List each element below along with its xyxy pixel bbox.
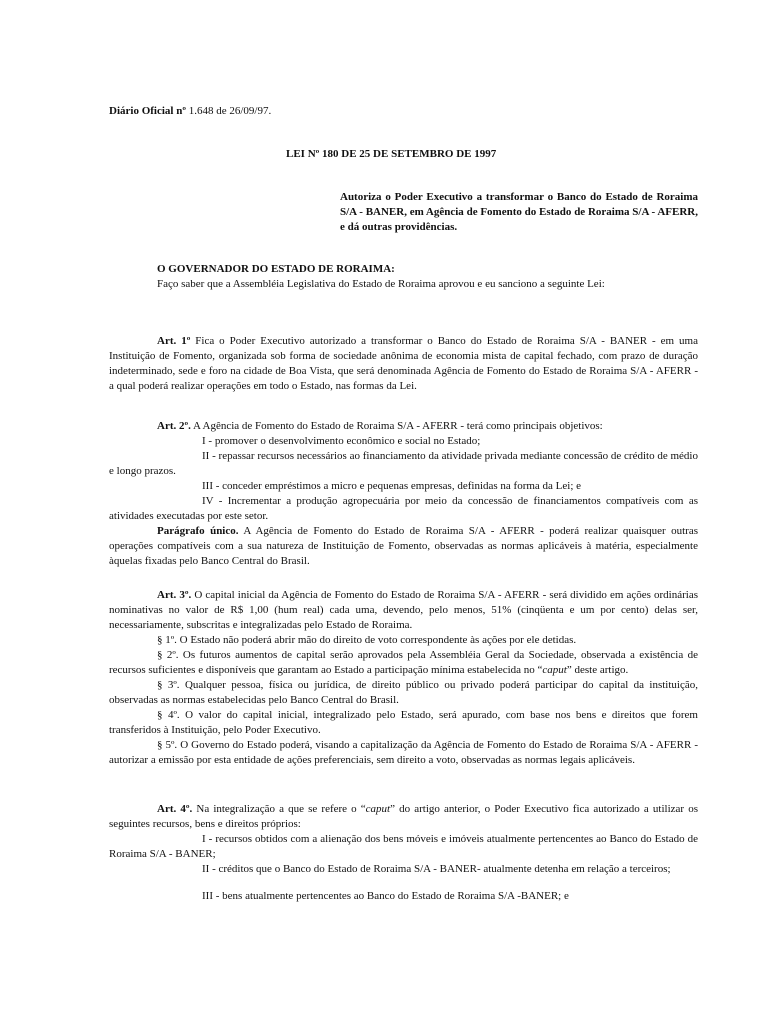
art2-item: IV - Incrementar a produção agropecuária por meio da concessão de financiamentos compatíveis com as atividades executadas por este setor.	[109, 495, 698, 522]
art2-label: Art. 2º.	[157, 420, 191, 432]
governor-heading: O GOVERNADOR DO ESTADO DE RORAIMA:	[157, 263, 395, 275]
law-title: LEI Nº 180 DE 25 DE SETEMBRO DE 1997	[286, 148, 497, 160]
art4-item: I - recursos obtidos com a alienação dos bens móveis e imóveis atualmente pertencentes ao Banco do Estado de Roraima S/A - BANER;	[109, 833, 698, 860]
art3-label: Art. 3º.	[157, 589, 192, 601]
article-4: Art. 4º. Na integralização a que se refere o “caput” do artigo anterior, o Poder Executivo fica autorizado a utilizar os seguintes recursos, bens e direitos próprios: I - recursos obtidos com a alienação dos bens móveis e imóveis atualmente pertencentes ao Banco do Estado de Roraima S/A - BANER; II - créditos que o Banco do Estado de Roraima S/A - BANER- atualmente detenha em relação a terceiros; III - bens atualmente pertencentes ao Banco do Estado de Roraima S/A -BANER; e	[109, 803, 698, 902]
art3-paragraph-5: § 5º. O Governo do Estado poderá, visando a capitalização da Agência de Fomento do Estado de Roraima S/A - AFERR - autorizar a emissão por esta entidade de ações preferenciais, sem direito a voto, observadas as normas legais aplicáveis.	[109, 739, 698, 766]
art3-paragraph-1: § 1º. O Estado não poderá abrir mão do direito de voto correspondente às ações por ele detidas.	[157, 634, 577, 646]
art1-label: Art. 1º	[157, 335, 191, 347]
article-2	[109, 419, 698, 569]
art1-text: Fica o Poder Executivo autorizado a transformar o Banco do Estado de Roraima S/A - BANER - em uma Instituição de Fomento, organizada sob forma de sociedade anônima de economia mista de capital fechado, com prazo de duração indeterminado, sede e foro na cidade de Boa Vista, que será denominada Agência de Fomento do Estado de Roraima S/A - AFERR - a qual poderá realizar operações em todo o Estado, nas formas da Lei.	[109, 335, 698, 392]
preamble-text: Faço saber que a Assembléia Legislativa do Estado de Roraima aprovou e eu sanciono a seguinte Lei:	[157, 278, 605, 290]
article-3	[109, 588, 698, 768]
art4-item: III - bens atualmente pertencentes ao Banco do Estado de Roraima S/A -BANER; e	[202, 890, 569, 902]
art3-paragraph-2: § 2º. Os futuros aumentos de capital serão aprovados pela Assembléia Geral da Sociedade, observada a existência de recursos suficientes e disponíveis que garantam ao Estado a participação mínima estabelecida no “caput” deste artigo.	[109, 649, 698, 676]
art2-item: III - conceder empréstimos a micro e pequenas empresas, definidas na forma da Lei; e	[202, 480, 582, 492]
art4-label: Art. 4º.	[157, 803, 193, 815]
art4-item: II - créditos que o Banco do Estado de Roraima S/A - BANER- atualmente detenha em relação a terceiros;	[202, 863, 671, 875]
ementa: Autoriza o Poder Executivo a transformar o Banco do Estado de Roraima S/A - BANER, em Agência de Fomento do Estado de Roraima S/A - AFERR, e dá outras providências.	[340, 191, 698, 233]
art3-text: O capital inicial da Agência de Fomento do Estado de Roraima S/A - AFERR - será dividido em ações ordinárias nominativas no valor de R$ 1,00 (hum real) cada uma, devendo, pelo menos, 51% (cinqüenta e um por cento) delas ser, necessariamente, subscritas e integralizadas pelo Estado de Roraima.	[109, 589, 699, 631]
preamble	[109, 262, 698, 292]
paragrafo-unico-label: Parágrafo único.	[157, 525, 239, 537]
diario-label: Diário Oficial nº	[109, 105, 186, 117]
art2-text: A Agência de Fomento do Estado de Roraima S/A - AFERR - terá como principais objetivos:	[190, 420, 603, 432]
diario-value: 1.648 de 26/09/97.	[185, 105, 272, 117]
paragrafo-unico-text: A Agência de Fomento do Estado de Roraima S/A - AFERR - poderá realizar quaisquer outras operações compatíveis com a sua natureza de Instituição de Fomento, observadas as normas aplicáveis à matéria, especialmente àquelas fixadas pelo Banco Central do Brasil.	[109, 525, 698, 567]
art2-item: II - repassar recursos necessários ao financiamento da atividade privada mediante concessão de crédito de médio e longo prazos.	[109, 450, 698, 477]
article-1	[109, 334, 698, 394]
diario-oficial-line	[109, 104, 271, 119]
art3-paragraph-3: § 3º. Qualquer pessoa, física ou jurídica, de direito público ou privado poderá participar do capital da instituição, observadas as normas estabelecidas pelo Banco Central do Brasil.	[109, 679, 698, 706]
art3-paragraph-4: § 4º. O valor do capital inicial, integralizado pelo Estado, será apurado, com base nos bens e direitos que forem transferidos à Instituição, pelo Poder Executivo.	[109, 709, 698, 736]
art2-item: I - promover o desenvolvimento econômico e social no Estado;	[202, 435, 481, 447]
